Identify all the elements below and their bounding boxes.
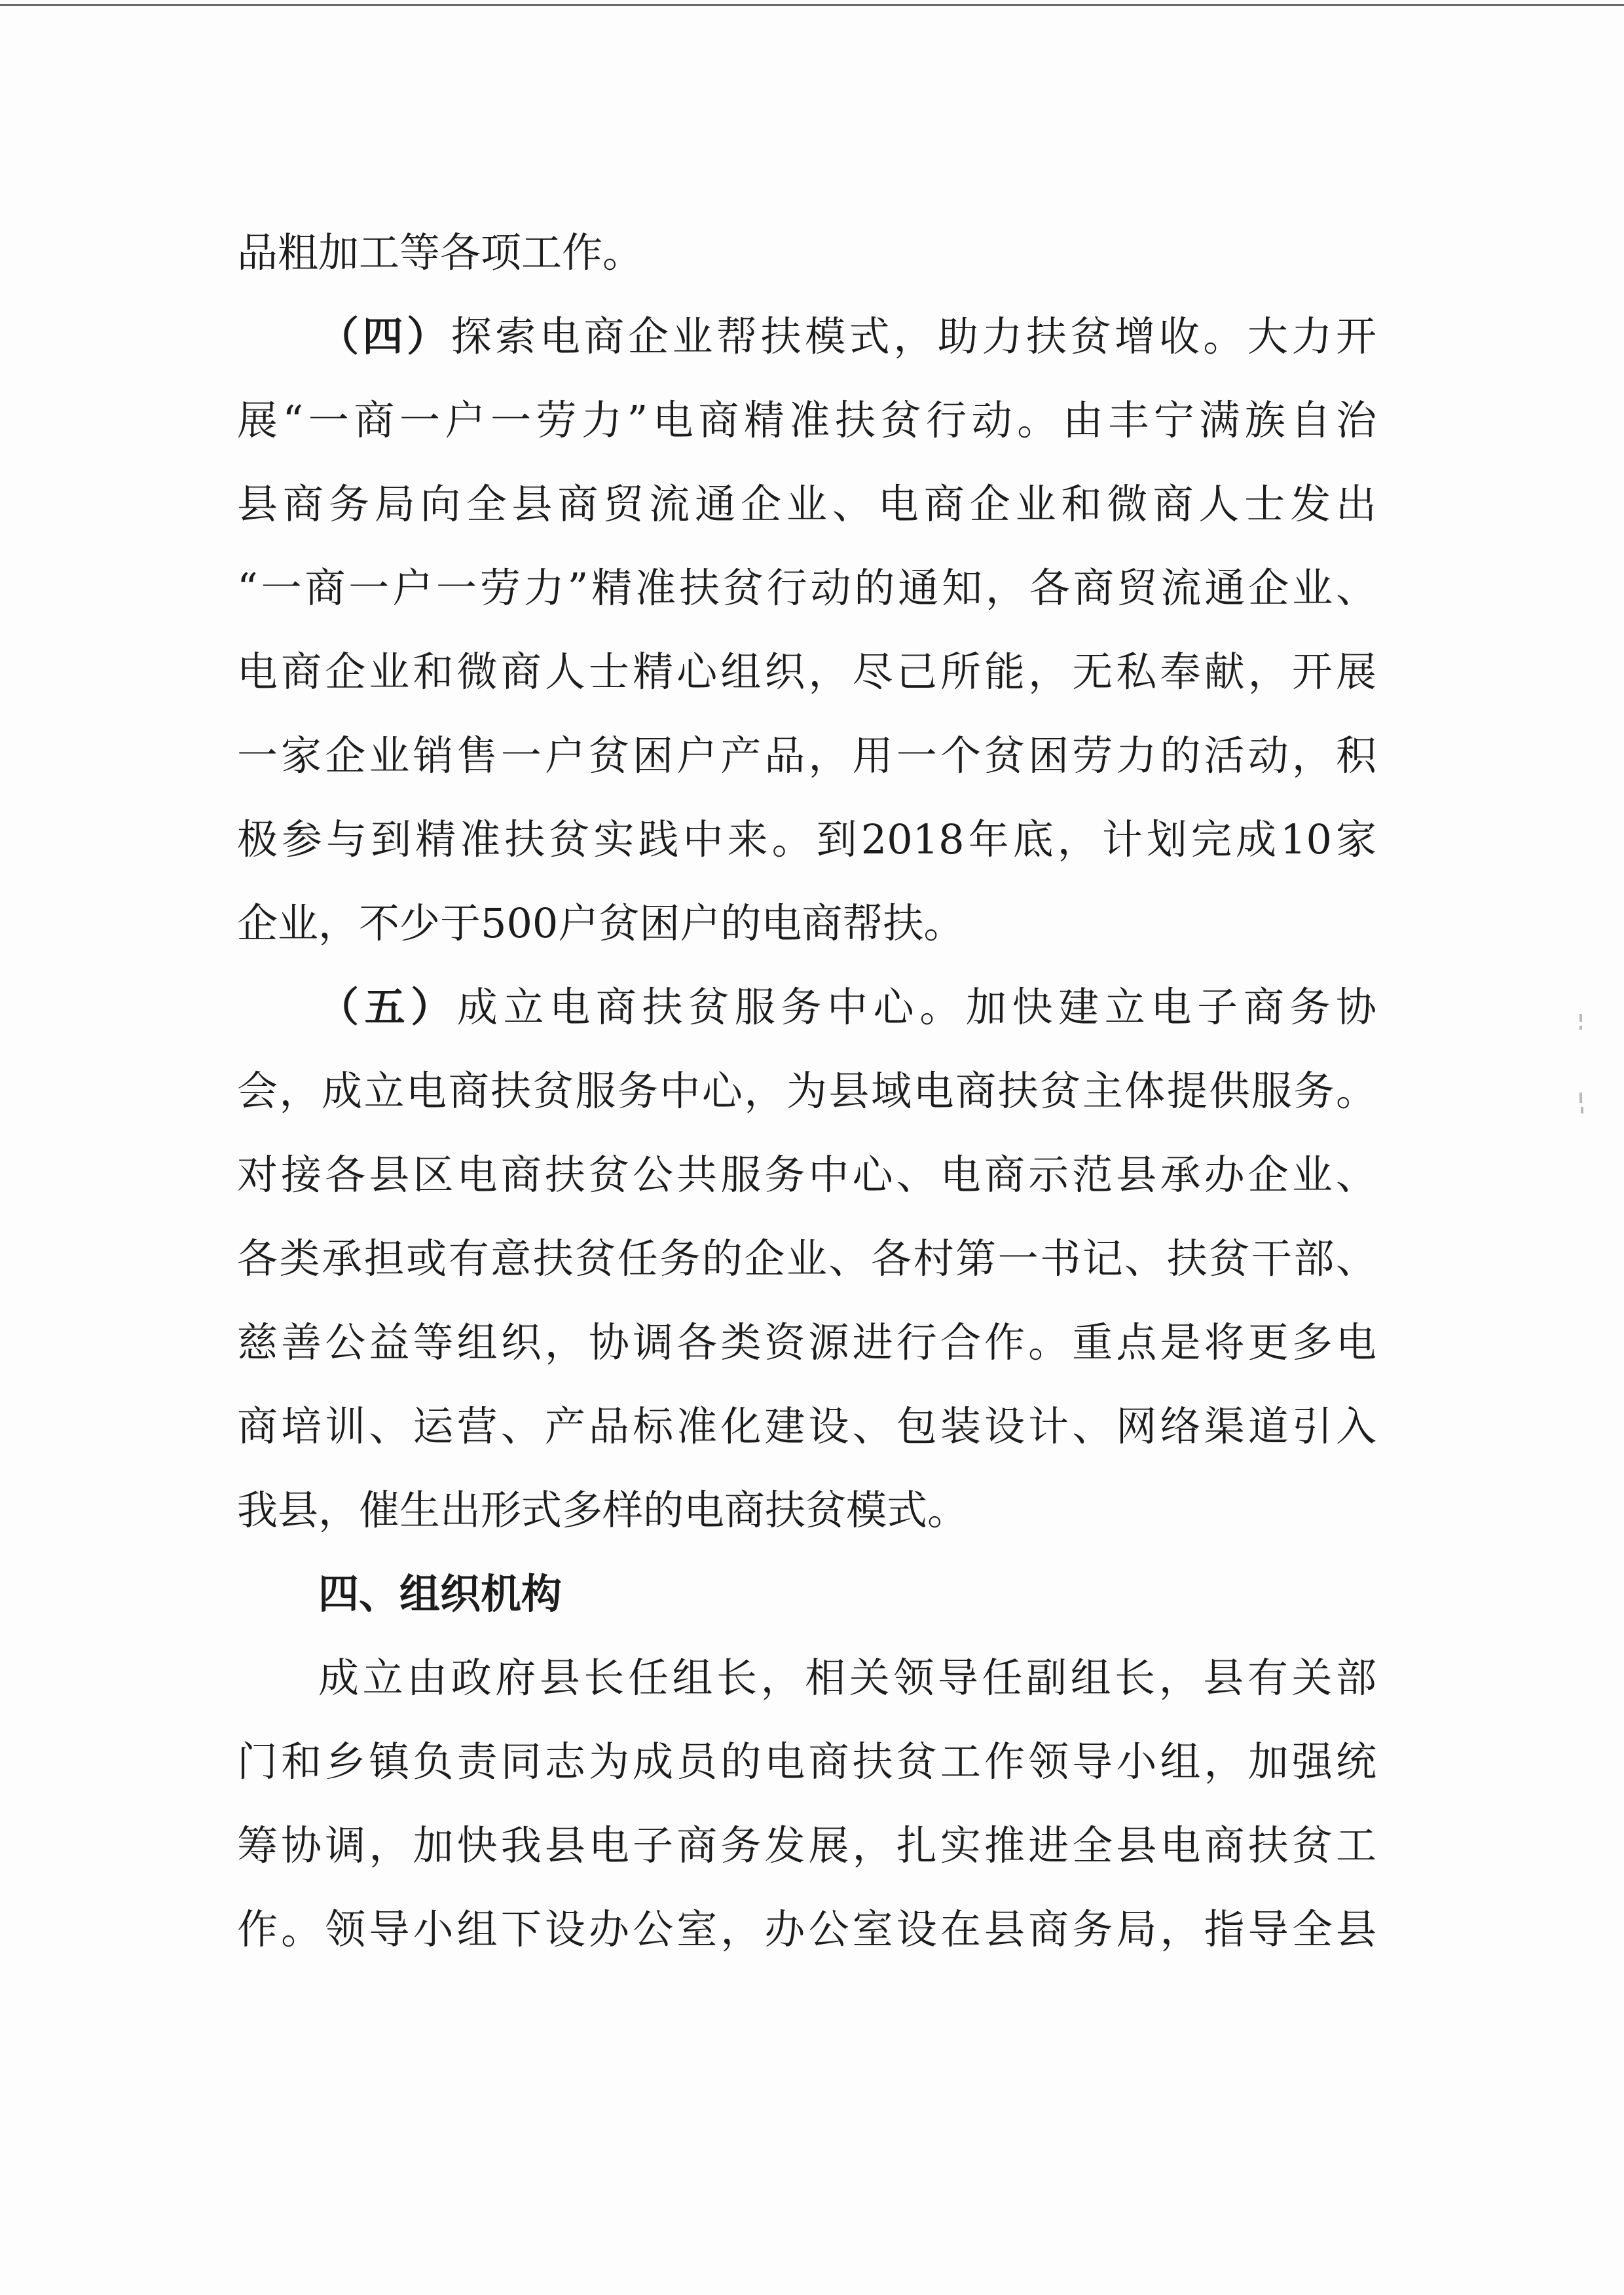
text-line-10 — [318, 965, 1376, 1049]
line-text: 会，成立电商扶贫服务中心，为县域电商扶贫主体提供服务。 — [237, 1067, 1376, 1115]
text-line-9 — [237, 882, 1376, 965]
line-text: 一家企业销售一户贫困户产品，用一个贫困劳力的活动，积 — [237, 732, 1376, 779]
line-text: 慈善公益等组织，协调各类资源进行合作。重点是将更多电 — [237, 1318, 1376, 1366]
scan-top-edge — [0, 4, 1624, 6]
line-text: 对接各县区电商扶贫公共服务中心、电商示范县承办企业、 — [237, 1151, 1376, 1199]
scan-speck — [1579, 1092, 1582, 1103]
text-line-16 — [237, 1468, 1376, 1552]
text-line-6 — [237, 630, 1376, 714]
line-text: 展“一商一户一劳力”电商精准扶贫行动。由丰宁满族自治 — [237, 396, 1376, 444]
paragraph-number: （五） — [318, 983, 457, 1031]
text-line-18 — [318, 1636, 1376, 1720]
text-line-21 — [237, 1888, 1376, 1971]
line-text: 门和乡镇负责同志为成员的电商扶贫工作领导小组，加强统 — [237, 1738, 1376, 1785]
text-line-11 — [237, 1049, 1376, 1133]
text-line-5 — [237, 546, 1376, 630]
line-text: 我县，催生出形式多样的电商扶贫模式。 — [237, 1486, 969, 1534]
line-text: 筹协调，加快我县电子商务发展，扎实推进全县电商扶贫工 — [237, 1821, 1376, 1869]
line-text: 各类承担或有意扶贫任务的企业、各村第一书记、扶贫干部、 — [237, 1235, 1376, 1282]
line-text: 县商务局向全县商贸流通企业、电商企业和微商人士发出 — [237, 480, 1376, 528]
line-text: 探索电商企业帮扶模式，助力扶贫增收。大力开 — [451, 312, 1376, 360]
text-line-13 — [237, 1217, 1376, 1301]
line-text: 企业，不少于500户贫困户的电商帮扶。 — [237, 899, 965, 947]
text-line-14 — [237, 1301, 1376, 1385]
text-line-20 — [237, 1804, 1376, 1888]
section-heading — [318, 1552, 1376, 1636]
scan-speck — [1579, 1026, 1582, 1030]
line-text: 极参与到精准扶贫实践中来。到2018年底，计划完成10家 — [237, 815, 1376, 863]
line-text: 商培训、运营、产品标准化建设、包装设计、网络渠道引入 — [237, 1402, 1376, 1450]
paragraph-number: （四） — [318, 312, 451, 360]
text-line-12 — [237, 1133, 1376, 1217]
text-line-15 — [237, 1385, 1376, 1468]
line-text: 成立由政府县长任组长，相关领导任副组长，县有关部 — [318, 1654, 1376, 1702]
section-heading-text: 四、组织机构 — [318, 1570, 563, 1618]
text-line-7 — [237, 714, 1376, 798]
text-line-1 — [237, 211, 1376, 295]
scan-speck — [1581, 1107, 1583, 1113]
line-text: 电商企业和微商人士精心组织，尽己所能，无私奉献，开展 — [237, 648, 1376, 696]
text-line-4 — [237, 462, 1376, 546]
text-line-19 — [237, 1720, 1376, 1804]
text-line-8 — [237, 798, 1376, 882]
line-text: 作。领导小组下设办公室，办公室设在县商务局，指导全县 — [237, 1905, 1376, 1953]
text-line-3 — [237, 379, 1376, 462]
text-line-2 — [318, 295, 1376, 379]
line-text: 成立电商扶贫服务中心。加快建立电子商务协 — [456, 983, 1376, 1031]
line-text: “一商一户一劳力”精准扶贫行动的通知，各商贸流通企业、 — [237, 564, 1376, 612]
line-text: 品粗加工等各项工作。 — [237, 229, 644, 276]
scan-speck — [1579, 1014, 1582, 1022]
